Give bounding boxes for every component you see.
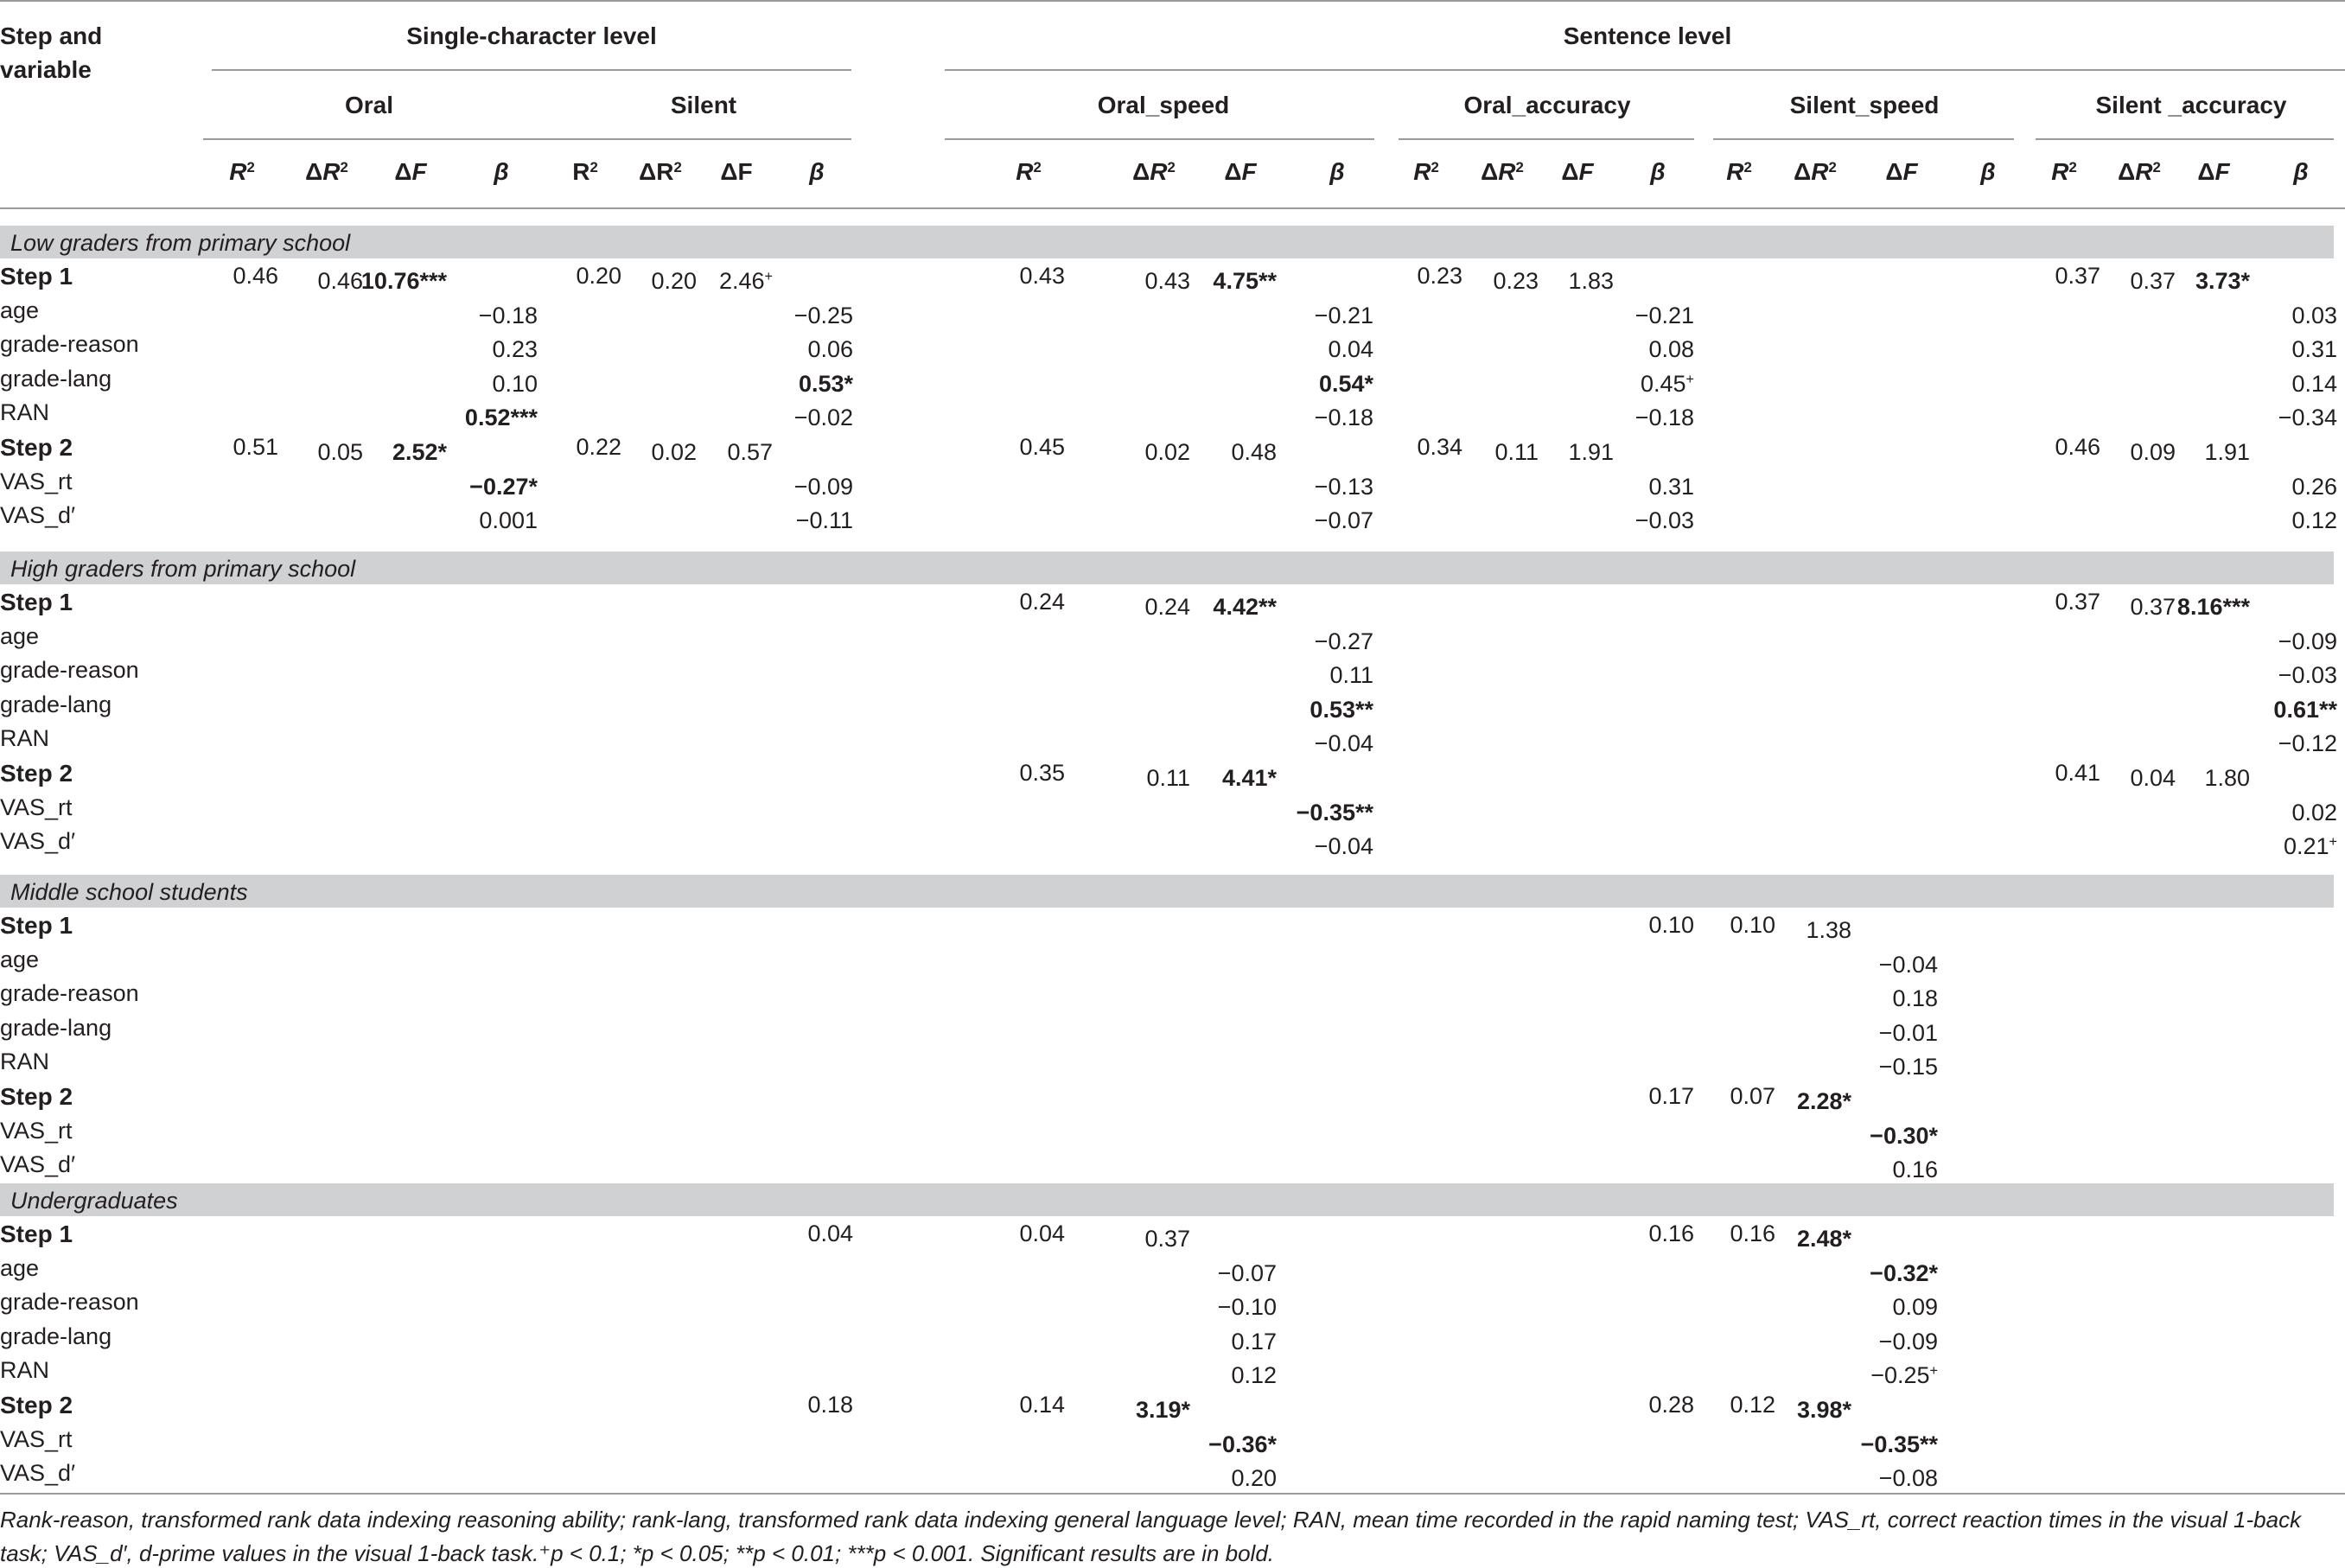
table-cell: 0.11: [1146, 765, 1190, 791]
stat-header: β: [809, 158, 825, 185]
table-cell: 0.18: [1892, 985, 1938, 1012]
variable-label: grade-lang: [0, 1323, 112, 1349]
variable-label: VAS_rt: [0, 1117, 73, 1144]
table-cell: −0.13: [1314, 473, 1373, 500]
group-rule: [945, 138, 1374, 140]
table-cell: −0.04: [1314, 730, 1373, 757]
table-cell: 0.46: [2055, 434, 2100, 460]
stat-header: $\Delta R^2$: [639, 158, 682, 185]
stat-header: $R^2$: [1016, 158, 1042, 185]
table-cell: 0.10: [492, 370, 538, 397]
table-cell: 0.61**: [2273, 696, 2337, 723]
table-cell: −0.07: [1217, 1259, 1277, 1286]
variable-label: RAN: [0, 725, 50, 752]
table-cell: 2.48*: [1796, 1226, 1851, 1252]
table-cell: −0.12: [2278, 730, 2337, 757]
table-cell: 0.48: [1231, 439, 1277, 465]
step-label: Step 2: [0, 760, 73, 787]
group-header-silent-accuracy: Silent _accuracy: [2095, 92, 2287, 118]
table-cell: 0.16: [1892, 1157, 1938, 1183]
step-label: Step 1: [0, 1221, 73, 1247]
stat-header: β: [494, 158, 509, 185]
table-cell: 0.37: [2055, 263, 2100, 289]
stat-header: $R^2$: [229, 158, 255, 185]
stat-header: $R^2$: [1726, 158, 1752, 185]
table-cell: 0.04: [1328, 336, 1373, 363]
stat-header: $\Delta R^2$: [305, 158, 348, 185]
table-cell: 0.20: [651, 268, 697, 294]
table-cell: −0.30*: [1870, 1122, 1938, 1149]
step-label: Step 1: [0, 912, 73, 939]
variable-label: VAS_rt: [0, 1425, 73, 1452]
table-cell: 0.16: [1730, 1221, 1775, 1246]
stat-header: $R^2$: [572, 158, 598, 185]
table-cell: −0.25: [793, 302, 853, 328]
variable-label: VAS_rt: [0, 468, 73, 494]
table-cell: −0.09: [1878, 1328, 1938, 1354]
footnote-line-1: Rank-reason, transformed rank data indexing reasoning ability; rank-lang, transformed rank data indexing general language level; RAN, mean time recorded in the rapid naming test; VAS_rt, correct reaction times in the visual 1-back: [0, 1507, 2302, 1533]
variable-label: VAS_d′: [0, 828, 76, 855]
table-cell: −0.07: [1314, 507, 1373, 534]
table-cell: −0.08: [1878, 1465, 1938, 1492]
group-header-oral-accuracy: Oral_accuracy: [1463, 92, 1631, 118]
step-label: Step 2: [0, 434, 73, 461]
table-cell: −0.25+: [1870, 1362, 1938, 1389]
step-label: Step 2: [0, 1083, 73, 1110]
top-rule: [0, 0, 2345, 2]
table-cell: 0.001: [479, 507, 538, 534]
table-cell: 0.03: [2291, 302, 2337, 328]
level-rule-single: [212, 69, 851, 71]
table-cell: 0.10: [1730, 912, 1775, 938]
table-cell: 1.91: [2204, 439, 2250, 465]
table-cell: −0.36*: [1208, 1431, 1277, 1457]
table-cell: −0.27: [1314, 628, 1373, 654]
table-cell: 0.43: [1019, 263, 1065, 289]
table-cell: 8.16***: [2176, 594, 2250, 620]
table-cell: 0.37: [2055, 589, 2100, 615]
table-cell: 0.07: [1730, 1083, 1775, 1109]
group-rule: [1399, 138, 1694, 140]
variable-label: VAS_rt: [0, 794, 73, 820]
stat-header: ΔF: [394, 158, 427, 185]
table-cell: 0.43: [1144, 268, 1190, 294]
section-title: High graders from primary school: [10, 556, 356, 582]
table-cell: −0.35**: [1296, 799, 1373, 825]
table-cell: 0.35: [1019, 760, 1065, 786]
section-band: [0, 1183, 2334, 1216]
table-cell: 0.31: [2291, 336, 2337, 363]
table-cell: −0.18: [478, 302, 538, 328]
stat-header: $R^2$: [1413, 158, 1439, 185]
variable-label: age: [0, 1254, 40, 1281]
variable-label: grade-lang: [0, 365, 112, 392]
stat-header: ΔF: [1561, 158, 1594, 185]
stat-header: β: [1329, 158, 1345, 185]
table-cell: 0.12: [1231, 1362, 1277, 1389]
table-cell: 0.45+: [1640, 370, 1694, 397]
table-cell: 0.09: [2130, 439, 2176, 465]
table-cell: −0.21: [1314, 302, 1373, 328]
table-cell: −0.02: [793, 405, 853, 431]
table-cell: 10.76***: [360, 268, 447, 294]
table-cell: 2.52*: [392, 439, 447, 465]
table-cell: 0.57: [727, 439, 773, 465]
section-title: Low graders from primary school: [10, 230, 351, 256]
group-rule: [203, 138, 558, 140]
table-cell: 0.08: [1648, 336, 1694, 363]
table-cell: 0.41: [2055, 760, 2100, 786]
table-cell: −0.32*: [1870, 1259, 1938, 1286]
table-cell: 0.24: [1019, 589, 1065, 615]
table-cell: 0.51: [233, 434, 278, 460]
table-cell: 0.45: [1019, 434, 1065, 460]
section-title: Middle school students: [10, 879, 248, 905]
table-cell: 0.12: [2291, 507, 2337, 534]
table-cell: 3.73*: [2195, 268, 2250, 294]
table-cell: 0.04: [1019, 1221, 1065, 1246]
table-cell: 2.28*: [1796, 1088, 1851, 1114]
variable-label: grade-lang: [0, 691, 112, 717]
table-cell: −0.09: [793, 473, 853, 500]
table-cell: 0.10: [1648, 912, 1694, 938]
table-cell: 0.04: [2130, 765, 2176, 791]
table-cell: 1.80: [2204, 765, 2250, 791]
table-cell: 0.23: [1493, 268, 1539, 294]
table-cell: 0.26: [2291, 473, 2337, 500]
stat-header: $\Delta R^2$: [1481, 158, 1524, 185]
table-cell: 0.02: [1144, 439, 1190, 465]
stat-header: β: [2293, 158, 2309, 185]
table-cell: 0.53*: [798, 370, 853, 397]
stat-header: β: [1650, 158, 1666, 185]
table-cell: 0.34: [1417, 434, 1462, 460]
table-cell: 0.05: [317, 439, 363, 465]
table-cell: 0.37: [2130, 594, 2176, 620]
table-cell: 0.14: [2291, 370, 2337, 397]
variable-label: grade-reason: [0, 331, 139, 358]
table-cell: 0.53**: [1310, 696, 1373, 723]
step-label: Step 1: [0, 589, 73, 615]
footnote-rule: [0, 1493, 2345, 1495]
table-cell: 0.54*: [1318, 370, 1373, 397]
stat-header: β: [1980, 158, 1996, 185]
table-cell: 0.06: [807, 336, 853, 363]
table-cell: 0.02: [2291, 799, 2337, 825]
variable-label: RAN: [0, 1049, 50, 1075]
variable-label: VAS_d′: [0, 1460, 76, 1487]
variable-label: grade-reason: [0, 980, 139, 1007]
table-cell: 1.38: [1806, 917, 1851, 943]
stat-header: ΔF: [1224, 158, 1257, 185]
level-sentence: Sentence level: [1563, 22, 1732, 49]
table-cell: 0.12: [1730, 1392, 1775, 1418]
stat-header: $\Delta R^2$: [1132, 158, 1176, 185]
table-cell: −0.15: [1878, 1054, 1938, 1080]
footnote-line-2: task; VAS_d′, d-prime values in the visual 1-back task.⁺p < 0.1; *p < 0.05; **p < 0.01; ***p < 0.001. Significant results are in bold.: [0, 1540, 1275, 1566]
header-bottom-rule: [0, 207, 2345, 209]
step-label: Step 2: [0, 1392, 73, 1418]
group-header-oral-speed: Oral_speed: [1097, 92, 1230, 118]
level-single-character: Single-character level: [406, 22, 657, 49]
corner-label-2: variable: [0, 56, 92, 83]
table-cell: 4.42**: [1213, 594, 1277, 620]
variable-label: grade-reason: [0, 1289, 139, 1316]
stat-header: ΔF: [720, 158, 753, 185]
group-rule: [558, 138, 851, 140]
table-cell: 0.22: [576, 434, 621, 460]
table-cell: 0.37: [1144, 1226, 1190, 1252]
stat-header: $\Delta R^2$: [1794, 158, 1837, 185]
table-cell: 1.91: [1568, 439, 1614, 465]
table-cell: 1.83: [1568, 268, 1614, 294]
table-cell: −0.21: [1634, 302, 1694, 328]
table-cell: −0.10: [1217, 1294, 1277, 1321]
variable-label: age: [0, 946, 40, 972]
table-cell: −0.18: [1314, 405, 1373, 431]
variable-label: RAN: [0, 399, 50, 426]
table-cell: 0.37: [2130, 268, 2176, 294]
variable-label: age: [0, 622, 40, 649]
table-cell: 0.16: [1648, 1221, 1694, 1246]
table-cell: −0.01: [1878, 1019, 1938, 1046]
table-cell: 0.46: [233, 263, 278, 289]
corner-label-1: Step and: [0, 22, 103, 49]
variable-label: VAS_d′: [0, 502, 76, 529]
table-cell: 0.18: [807, 1392, 853, 1418]
table-cell: −0.03: [1634, 507, 1694, 534]
table-cell: 2.46+: [718, 268, 773, 294]
table-cell: 3.19*: [1135, 1397, 1190, 1423]
table-cell: 4.75**: [1213, 268, 1277, 294]
variable-label: age: [0, 296, 40, 323]
table-cell: 4.41*: [1221, 765, 1277, 791]
table-cell: 0.46: [317, 268, 363, 294]
table-cell: 0.02: [651, 439, 697, 465]
section-title: Undergraduates: [10, 1188, 178, 1214]
table-cell: −0.27*: [469, 473, 538, 500]
group-header-oral: Oral: [344, 92, 394, 118]
level-rule-sentence: [945, 69, 2345, 71]
stat-header: $R^2$: [2051, 158, 2077, 185]
variable-label: VAS_d′: [0, 1151, 76, 1178]
table-cell: 0.14: [1019, 1392, 1065, 1418]
table-cell: 0.31: [1648, 473, 1694, 500]
step-label: Step 1: [0, 263, 73, 290]
table-cell: 0.17: [1231, 1328, 1277, 1354]
table-cell: −0.34: [2278, 405, 2337, 431]
stat-header: ΔF: [1885, 158, 1918, 185]
table-cell: 0.21+: [2283, 833, 2337, 860]
group-rule: [2036, 138, 2334, 140]
table-cell: −0.35**: [1860, 1431, 1938, 1457]
table-cell: 0.09: [1892, 1294, 1938, 1321]
table-cell: 0.11: [1494, 439, 1539, 465]
table-cell: −0.04: [1878, 951, 1938, 978]
table-cell: 0.23: [492, 336, 538, 363]
table-cell: −0.09: [2278, 628, 2337, 654]
table-cell: 0.20: [1231, 1465, 1277, 1492]
table-cell: 0.28: [1648, 1392, 1694, 1418]
variable-label: grade-reason: [0, 657, 139, 684]
variable-label: grade-lang: [0, 1014, 112, 1041]
variable-label: RAN: [0, 1357, 50, 1384]
table-cell: −0.18: [1634, 405, 1694, 431]
table-cell: 0.04: [807, 1221, 853, 1246]
table-cell: 0.11: [1329, 662, 1373, 689]
table-cell: −0.04: [1314, 833, 1373, 860]
table-cell: 0.23: [1417, 263, 1462, 289]
group-header-silent: Silent: [670, 92, 737, 118]
group-rule: [1713, 138, 2014, 140]
table-cell: 3.98*: [1796, 1397, 1851, 1423]
table-cell: −0.11: [795, 507, 853, 534]
table-cell: 0.20: [576, 263, 621, 289]
table-cell: 0.17: [1648, 1083, 1694, 1109]
group-header-silent-speed: Silent_speed: [1789, 92, 1940, 118]
stat-header: $\Delta R^2$: [2118, 158, 2161, 185]
section-band: [0, 875, 2334, 908]
table-cell: 0.52***: [464, 405, 538, 431]
table-cell: 0.24: [1144, 594, 1190, 620]
table-cell: −0.03: [2278, 662, 2337, 689]
stat-header: ΔF: [2197, 158, 2230, 185]
